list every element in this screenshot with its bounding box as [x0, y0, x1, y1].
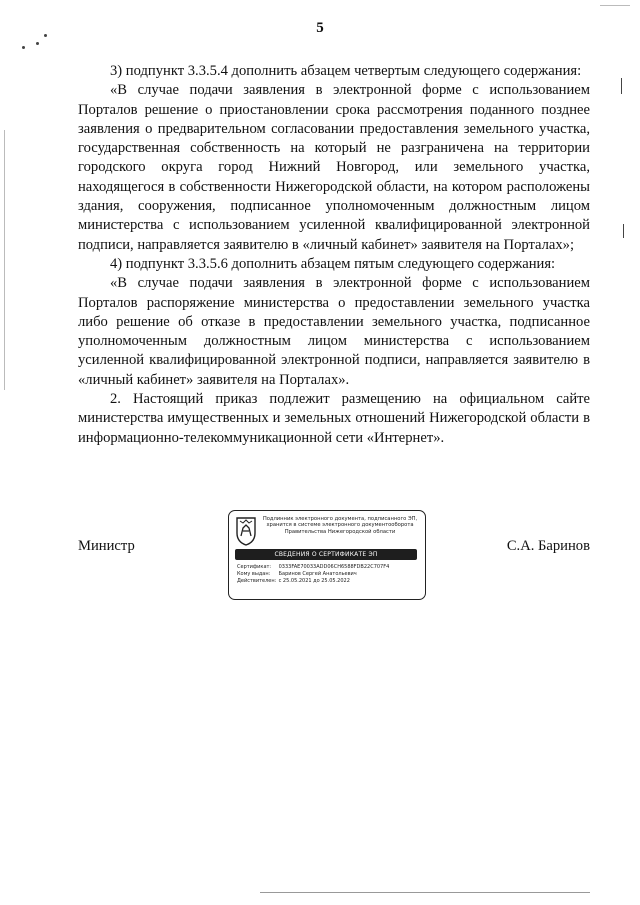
- scan-speck: [22, 46, 25, 49]
- page-number: 5: [316, 20, 324, 36]
- scan-edge-line: [260, 892, 590, 893]
- signer-name: С.А. Баринов: [506, 538, 590, 554]
- stamp-owner-row: [237, 571, 419, 578]
- stamp-certificate-bar: СВЕДЕНИЯ О СЕРТИФИКАТЕ ЭП: [235, 549, 417, 560]
- stamp-header: [259, 516, 421, 535]
- scan-speck: [44, 34, 47, 37]
- stamp-cert-row: [237, 564, 419, 571]
- scan-edge-line: [623, 224, 624, 238]
- stamp-header-line: хранится в системе электронного документооборота: [266, 522, 414, 529]
- paragraph-quote-1: «В случае подачи заявления в электронной форме с использованием Порталов решение о приостановлении срока рассмотрения поданного позднее заявления о предварительном согласовании предоставления земельного участка, государственная собственность на который не разграничена на территории городского округа город Нижний Новгород, или земельного участка, находящегося в собственности Нижегородской области, на котором расположены здания, сооружения, подписанное уполномоченным должностным лицом министерства с использованием усиленной квалифицированной электронной подписи, направляется заявителю в «личный кабинет» заявителя на Порталах»;: [78, 82, 590, 253]
- document-body: [78, 62, 590, 448]
- scan-speck: [36, 42, 39, 45]
- owner-label: Кому выдан:: [237, 570, 271, 577]
- valid-label: Действителен:: [237, 577, 277, 584]
- stamp-details: [237, 564, 419, 584]
- scan-edge-line: [621, 78, 622, 94]
- owner-value: Баринов Сергей Анатольевич: [278, 570, 357, 577]
- cert-value: 0333FAE70033ADD06CH6588FDB22C707F4: [278, 564, 390, 570]
- scan-edge-line: [600, 5, 630, 6]
- stamp-valid-row: [237, 578, 419, 585]
- paragraph-subpoint-4: 4) подпункт 3.3.5.6 дополнить абзацем пятым следующего содержания:: [110, 255, 556, 272]
- signer-title: Министр: [78, 538, 135, 554]
- coat-of-arms-icon: [235, 516, 257, 546]
- paragraph-subpoint-3: 3) подпункт 3.3.5.4 дополнить абзацем четвертым следующего содержания:: [110, 63, 582, 79]
- cert-label: Сертификат:: [237, 564, 272, 570]
- stamp-header-line: Подлинник электронного документа, подписанного ЭП,: [262, 516, 418, 522]
- stamp-header-line: Правительства Нижегородской области: [284, 528, 396, 535]
- paragraph-quote-2: «В случае подачи заявления в электронной форме с использованием Порталов распоряжение министерства о предоставлении земельного участка либо решение об отказе в предоставлении земельного участка, подписанное уполномоченным должностным лицом министерства с использованием усиленной квалифицированной электронной подписи, направляется заявителю в «личный кабинет» заявителя на Порталах».: [78, 275, 590, 388]
- paragraph-point-2: 2. Настоящий приказ подлежит размещению на официальном сайте министерства имущественных и земельных отношений Нижегородской области в информационно-телекоммуникационной сети «Интернет».: [78, 391, 590, 446]
- valid-value: с 25.05.2021 до 25.05.2022: [278, 577, 350, 584]
- signature-block: [78, 510, 590, 600]
- electronic-signature-stamp: [228, 510, 426, 600]
- scan-edge-line: [4, 130, 5, 390]
